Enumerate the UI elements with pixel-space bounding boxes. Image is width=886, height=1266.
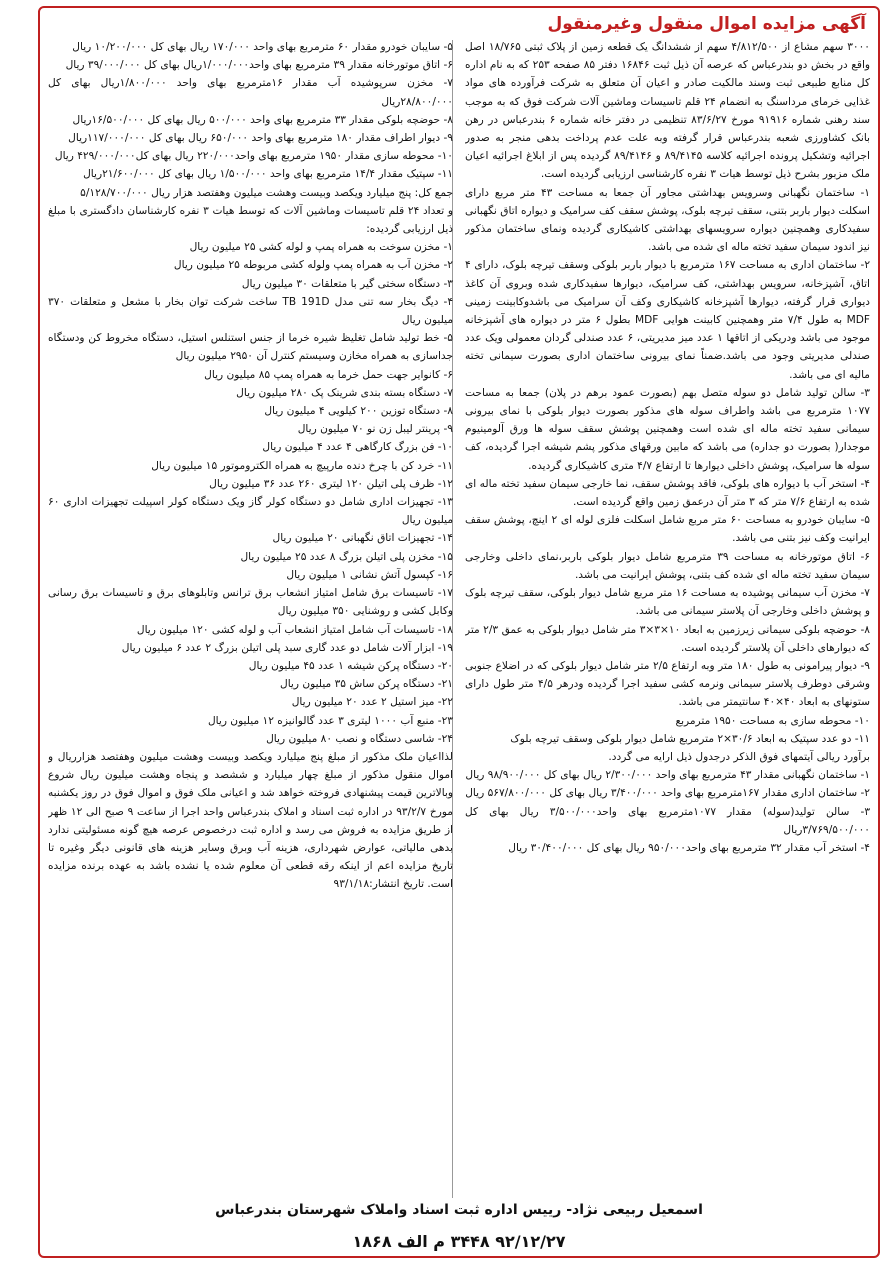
paragraph: ۸- حوضچه بلوکی سیمانی زیرزمین به ابعاد ۱۰×۳×۳ متر شامل دیوار بلوکی به عمق ۲/۳ متر که دیوارهای داخلی آن پلاستر گردیده است. [465,623,870,654]
paragraph: ۲۱- دستگاه پرکن ساش ۳۵ میلیون ریال [280,678,453,691]
paragraph: ۳- سالن تولید شامل دو سوله متصل بهم (بصورت عمود برهم در پلان) جمعا به مساحت ۱۰۷۷ مترمربع می باشد واطراف سوله های مذکور بصورت دیوار بلوکی با نمای بیرونی سیمانی سفید تخته ماله ای شده است وهمچنین پوشش سقف سوله ها ورق آلومینیوم موجدار( بصورت دو جداره) می باشد که مابین ورقهای مذکور پشم شیشه اجرا گردیده، کف سوله ها سرامیک، پوشش داخلی دیوارها تا ارتفاع ۴/۷ متری کاشیکاری گردیده. [465,386,870,472]
paragraph: ۵- سایبان خودرو به مساحت ۶۰ متر مربع شامل اسکلت فلزی لوله ای ۲ اینچ، پوشش سقف ایرانیت وکف نیز بتنی می باشد. [465,514,870,545]
paragraph: ۲- مخزن آب به همراه پمپ ولوله کشی مربوطه ۲۵ میلیون ریال [173,259,453,272]
paragraph: ۵- خط تولید شامل تغلیظ شیره خرما از جنس استنلس استیل، دستگاه مخروط کن ودستگاه جداسازی به همراه مخازن وسیستم کنترل آن ۲۹۵۰ میلیون ریال [48,332,453,363]
paragraph: ۲۴- شاسی دستگاه و نصب ۸۰ میلیون ریال [266,732,453,745]
paragraph: ۱- ساختمان نگهبانی مقدار ۴۳ مترمربع بهای واحد ۲/۳۰۰/۰۰۰ ریال بهای کل ۹۸/۹۰۰/۰۰۰ ریال [465,769,870,782]
right-column [465,38,870,1198]
paragraph: ۱- مخزن سوخت به همراه پمپ و لوله کشی ۲۵ میلیون ریال [189,241,453,254]
paragraph: ۱۰- محوطه سازی به مساحت ۱۹۵۰ مترمربع [675,714,870,727]
paragraph: جمع کل: پنج میلیارد ویکصد وبیست وهشت میلیون وهفتصد هزار ریال ۵/۱۲۸/۷۰۰/۰۰۰ [80,186,453,199]
paragraph: ۱۱- دو عدد سپتیک به ابعاد ۳۰/۶×۲ مترمربع شامل دیوار بلوکی وسقف تیرچه بلوک [510,732,870,745]
left-column [48,38,453,1198]
paragraph: ۱۶- کپسول آتش نشانی ۱ میلیون ریال [286,568,453,581]
paragraph: و تعداد ۲۴ قلم تاسیسات وماشین آلات که توسط هیات ۳ نفره کارشناسان دادگستری با مبلغ ذیل ارزیابی گردیده: [48,204,453,236]
paragraph: ۱۵- مخزن پلی اتیلن بزرگ ۸ عدد ۲۵ میلیون ریال [240,550,453,563]
paragraph: ۲- ساختمان اداری مقدار ۱۶۷مترمربع بهای واحد ۳/۴۰۰/۰۰۰ ریال بهای کل ۵۶۷/۸۰۰/۰۰۰ ریال [465,787,870,800]
paragraph: ۱۲- ظرف پلی اتیلن ۱۲۰ لیتری ۲۶۰ عدد ۳۶ میلیون ریال [209,477,453,490]
notice-title: آگهی مزایده اموال منقول وغیرمنقول [547,14,866,34]
paragraph: ۷- مخزن سرپوشیده آب مقدار ۱۶مترمربع بهای واحد ۱/۸۰۰/۰۰۰ریال بهای کل ۲۸/۸۰۰/۰۰۰ریال [48,77,453,108]
paragraph: ۹- پرینتر لیبل زن نو ۷۰ میلیون ریال [297,423,453,436]
paragraph: ۶- اتاق موتورخانه به مساحت ۳۹ مترمربع شامل دیوار بلوکی باربر،نمای داخلی وخارجی سیمان سفید تخته ماله ای شده کف بتنی، پوشش ایرانیت می باشد. [465,550,870,581]
paragraph: ۳- سالن تولید(سوله) مقدار ۱۰۷۷مترمربع بهای واحد۳/۵۰۰/۰۰۰ ریال بهای کل ۳/۷۶۹/۵۰۰/۰۰۰ریال [465,805,870,836]
paragraph: ۱۳- تجهیزات اداری شامل دو دستگاه کولر گاز ویک دستگاه کولر اسپیلت تجهیزات اداری ۶۰ میلیون ریال [48,496,453,527]
paragraph: ۱۷- تاسیسات برق شامل امتیاز انشعاب برق ترانس وتابلوهای برق و تاسیسات برق رسانی وکابل کشی و روشنایی ۳۵۰ میلیون ریال [48,587,453,618]
paragraph: ۹- دیوار پیرامونی به طول ۱۸۰ متر وبه ارتفاع ۲/۵ متر شامل دیوار بلوکی که در اضلاع جنوبی وشرقی دوطرف پلاستر سیمانی ونرمه کشی سفید اجرا گردیده ودرهر ۴/۵ متر طول دارای ستونهای به ابعاد ۴۰×۴۰ سانتیمتر می باشد. [465,659,870,709]
paragraph: ۵- سایبان خودرو مقدار ۶۰ مترمربع بهای واحد ۱۷۰/۰۰۰ ریال بهای کل ۱۰/۲۰۰/۰۰۰ ریال [72,41,453,53]
paragraph: ۱۰- فن بزرگ کارگاهی ۴ عدد ۴ میلیون ریال [262,441,453,454]
reference-number: ۹۲/۱۲/۲۷ ۳۴۴۸ م الف ۱۸۶۸ [352,1232,566,1251]
paragraph: ۷- دستگاه بسته بندی شرینک پک ۲۸۰ میلیون ریال [236,386,453,399]
paragraph: ۲- ساختمان اداری به مساحت ۱۶۷ مترمربع با دیوار باربر بلوکی وسقف تیرچه بلوک، دارای ۴ اتاق، آشپزخانه، سرویس بهداشتی، کف سرامیک، دیوارها سفیدکاری شده وبروی آن کاغذ دیواری قرار گرفته، دیوارها آشپزخانه کاشیکاری وکف آن سرامیک می باشدوکابینت زمینی MDF به طول ۷/۴ متر وهمچنین کابینت هوایی MDF بطول ۶ متر در دیواره های آشپزخانه موجود می باشد ودریکی از اتاقها ۱ عدد میز مدیریتی، ۶ عدد صندلی گردان معمولی ویک عدد صندلی مدیریتی وجود می باشد.ضمناً نمای بیرونی ساختمان اداری بصورت سیمانی تخته مالیه ای می باشد. [465,259,870,381]
paragraph: ۲۳- منبع آب ۱۰۰۰ لیتری ۳ عدد گالوانیزه ۱۲ میلیون ریال [207,714,453,727]
paragraph: ۱۹- ابزار آلات شامل دو عدد گاری سبد پلی اتیلن بزرگ ۲ عدد ۶ میلیون ریال [121,641,453,654]
paragraph: ۶- اتاق موتورخانه مقدار ۳۹ مترمربع بهای واحد۱/۰۰۰/۰۰۰ریال بهای کل ۳۹/۰۰۰/۰۰۰ ریال [65,59,453,72]
paragraph: برآورد ریالی آیتمهای فوق الذکر درجدول ذیل ارایه می گردد. [608,750,870,763]
paragraph: ۲۰- دستگاه پرکن شیشه ۱ عدد ۴۵ میلیون ریال [248,659,453,672]
paragraph: ۱۴- تجهیزات اتاق نگهبانی ۲۰ میلیون ریال [272,532,453,545]
paragraph: ۱۰- محوطه سازی مقدار ۱۹۵۰ مترمربع بهای واحد۲۲۰/۰۰۰ ریال بهای کل۴۲۹/۰۰۰/۰۰۰ ریال [54,150,453,163]
paragraph: ۸- دستگاه توزین ۲۰۰ کیلویی ۴ میلیون ریال [264,405,453,418]
paragraph: ۱۱- سپتیک مقدار ۱۴/۴ مترمربع بهای واحد ۱/۵۰۰/۰۰۰ ریال بهای کل ۲۱/۶۰۰/۰۰۰ریال [83,168,453,181]
paragraph: ۴- استخر آب با دیواره های بلوکی، فاقد پوشش سقف، نما خارجی سیمان سفید تخته ماله ای شده به ارتفاع ۷/۶ متر که ۳ متر آن درعمق زمین واقع گردیده است. [465,477,870,509]
paragraph: ۳- دستگاه سختی گیر با متعلقات ۳۰ میلیون ریال [241,277,453,290]
paragraph: ۱۱- خرد کن با چرخ دنده مارپیچ به همراه الکتروموتور ۱۵ میلیون ریال [151,459,453,472]
paragraph: ۱- ساختمان نگهبانی وسرویس بهداشتی مجاور آن جمعا به مساحت ۴۳ متر مربع دارای اسکلت دیوار باربر بتنی، سقف تیرچه بلوک، پوشش سقف کف سرامیک و دیواره اتاق نگهبانی سفیدکاری وهمچنین دیواره سرویسهای بهداشتی کاشیکاری گردیده ونمای ساختمان مذکور نیز اندود سیمان سفید تخته ماله ای شده می باشد. [465,186,870,254]
paragraph: ۸- حوضچه بلوکی مقدار ۳۳ مترمربع بهای واحد ۵۰۰/۰۰۰ ریال بهای کل ۱۶/۵۰۰/۰۰۰ریال [72,113,453,126]
paragraph: ۹- دیوار اطراف مقدار ۱۸۰ مترمربع بهای واحد ۶۵۰/۰۰۰ ریال بهای کل ۱۱۷/۰۰۰/۰۰۰ریال [68,132,453,145]
paragraph: لذااعیان ملک مذکور از مبلغ پنج میلیارد ویکصد وبیست وهشت میلیون وهفتصد هزارریال و اموال منقول مذکور از مبلغ چهار میلیارد و ششصد و پنجاه وهشت میلیون ریال شروع وبالاترین قیمت پیشنهادی فروخته خواهد شد و اعیانی ملک فوق و اموال فوق در روز یکشنبه مورخ ۹۳/۲/۷ در اداره ثبت اسناد و املاک بندرعباس واحد اجرا از ساعت ۹ صبح الی ۱۲ ظهر از طریق مزایده به فروش می رسد و اداره ثبت درخصوص عرصه هیچ گونه مسئولیتی ندارد بدهی مالیاتی، عوارض شهرداری، هزینه آب وبرق وسایر هزینه های قانونی دیگر وغیره تا تاریخ مزایده اعم از اینکه رقه قطعی آن معلوم شده یا نشده باشد به عهده برنده مزایده است. تاریخ انتشار:۹۳/۱/۱۸ [48,750,453,891]
paragraph: ۲۲- میز استیل ۲ عدد ۲۰ میلیون ریال [291,696,453,709]
paragraph: ۴- استخر آب مقدار ۳۲ مترمربع بهای واحد۹۵۰/۰۰۰ ریال بهای کل ۳۰/۴۰۰/۰۰۰ ریال [508,841,870,854]
paragraph: ۳۰۰۰ سهم مشاع از ۴/۸۱۲/۵۰۰ سهم از ششدانگ یک قطعه زمین از پلاک ثبتی ۱۸/۷۶۵ اصل واقع در بخش دو بندرعباس که عرصه آن ذیل ثبت ۱۶۸۴۶ دفتر ۸۵ صفحه ۲۵۳ که به نام اداره کل منابع طبیعی ثبت وسند مالکیت صادر و اعیان آن متعلق به شرکت فرآورده های مواد غذایی خرمای مرداسنگ به انضمام ۲۴ قلم تاسیسات وماشین آلات شرکت فوق که به موجب سند رهنی شماره ۹۱۹۱۶ مورخ ۸۳/۶/۲۷ تنظیمی در دفتر خانه شماره ۶ بندرعباس در رهن بانک کشاورزی شعبه بندرعباس قرار گرفته وبه علت عدم پرداخت بدهی منجر به صدور اجرائیه وتشکیل پرونده اجرائیه کلاسه ۸۹/۴۱۴۵ و ۸۹/۴۱۴۶ گردیده پس از ابلاغ اجرائیه اعیان ملک مزبور بشرح ذیل توسط هیات ۳ نفره کارشناسی ارزیابی گردیده است. [465,41,870,181]
notice-frame [38,6,880,1258]
paragraph: ۷- مخزن آب سیمانی پوشیده به مساحت ۱۶ متر مربع شامل دیوار بلوکی، سقف تیرچه بلوک و پوشش داخلی وخارجی آن پلاستر سیمانی می باشد. [465,587,870,618]
signature-line: اسمعیل ربیعی نژاد- رییس اداره ثبت اسناد واملاک شهرستان بندرعباس [215,1202,703,1218]
paragraph: ۴- دیگ بخار سه تنی مدل TB 191D ساخت شرکت توان بخار با مشعل و متعلقات ۳۷۰ میلیون ریال [48,295,453,327]
paragraph: ۶- کانوایر جهت حمل خرما به همراه پمپ ۸۵ میلیون ریال [204,368,453,381]
paragraph: ۱۸- تاسیسات آب شامل امتیاز انشعاب آب و لوله کشی ۱۲۰ میلیون ریال [136,623,453,636]
